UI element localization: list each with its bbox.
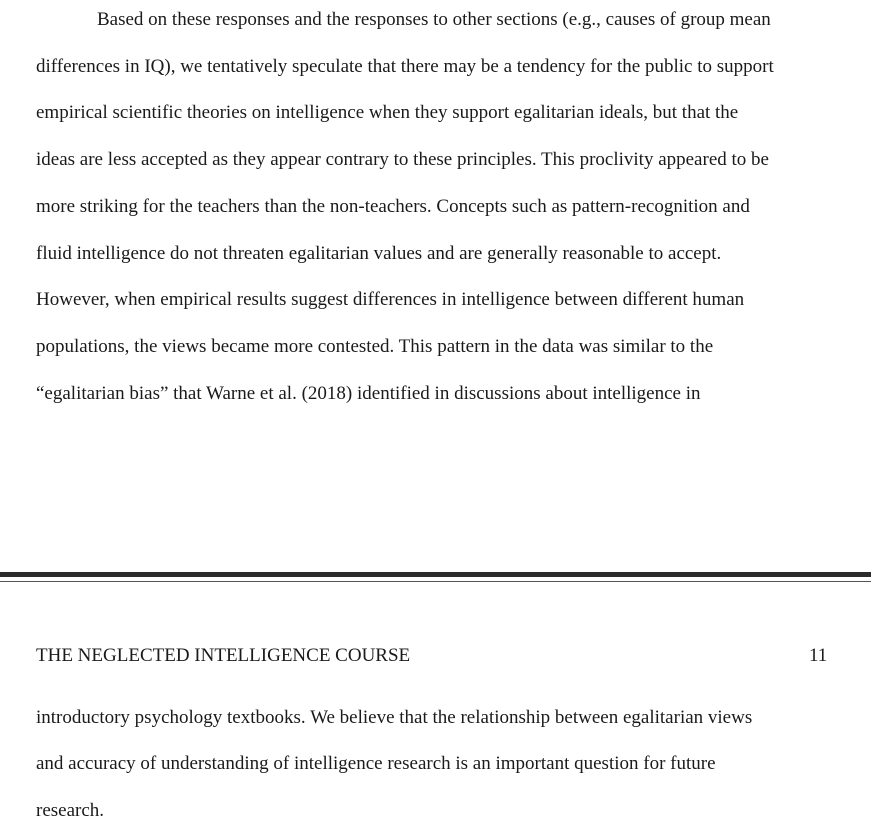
page-break-thin-rule	[0, 581, 871, 582]
page-break-thick-rule	[0, 572, 871, 577]
paragraph-line: However, when empirical results suggest differences in intelligence between different human	[36, 289, 745, 310]
paragraph-line: “egalitarian bias” that Warne et al. (2018) identified in discussions about intelligence in	[36, 383, 701, 404]
page-number: 11	[809, 645, 828, 666]
paragraph-line: populations, the views became more contested. This pattern in the data was similar to the	[36, 336, 714, 357]
paragraph-line-indented: Based on these responses and the responses to other sections (e.g., causes of group mean	[97, 9, 771, 30]
paragraph-line: fluid intelligence do not threaten egalitarian values and are generally reasonable to accept.	[36, 243, 722, 264]
paragraph-line: and accuracy of understanding of intelligence research is an important question for future	[36, 753, 716, 774]
paragraph-line: more striking for the teachers than the non-teachers. Concepts such as pattern-recognition and	[36, 196, 750, 217]
running-head: THE NEGLECTED INTELLIGENCE COURSE	[36, 645, 411, 666]
paragraph-line: empirical scientific theories on intelligence when they support egalitarian ideals, but that the	[36, 102, 739, 123]
paragraph-line: differences in IQ), we tentatively speculate that there may be a tendency for the public to support	[36, 56, 774, 77]
paragraph-line: introductory psychology textbooks. We believe that the relationship between egalitarian views	[36, 707, 753, 728]
paragraph-line: research.	[36, 800, 105, 821]
page-break-separator	[0, 572, 871, 584]
paragraph-line: ideas are less accepted as they appear contrary to these principles. This proclivity appeared to be	[36, 149, 769, 170]
